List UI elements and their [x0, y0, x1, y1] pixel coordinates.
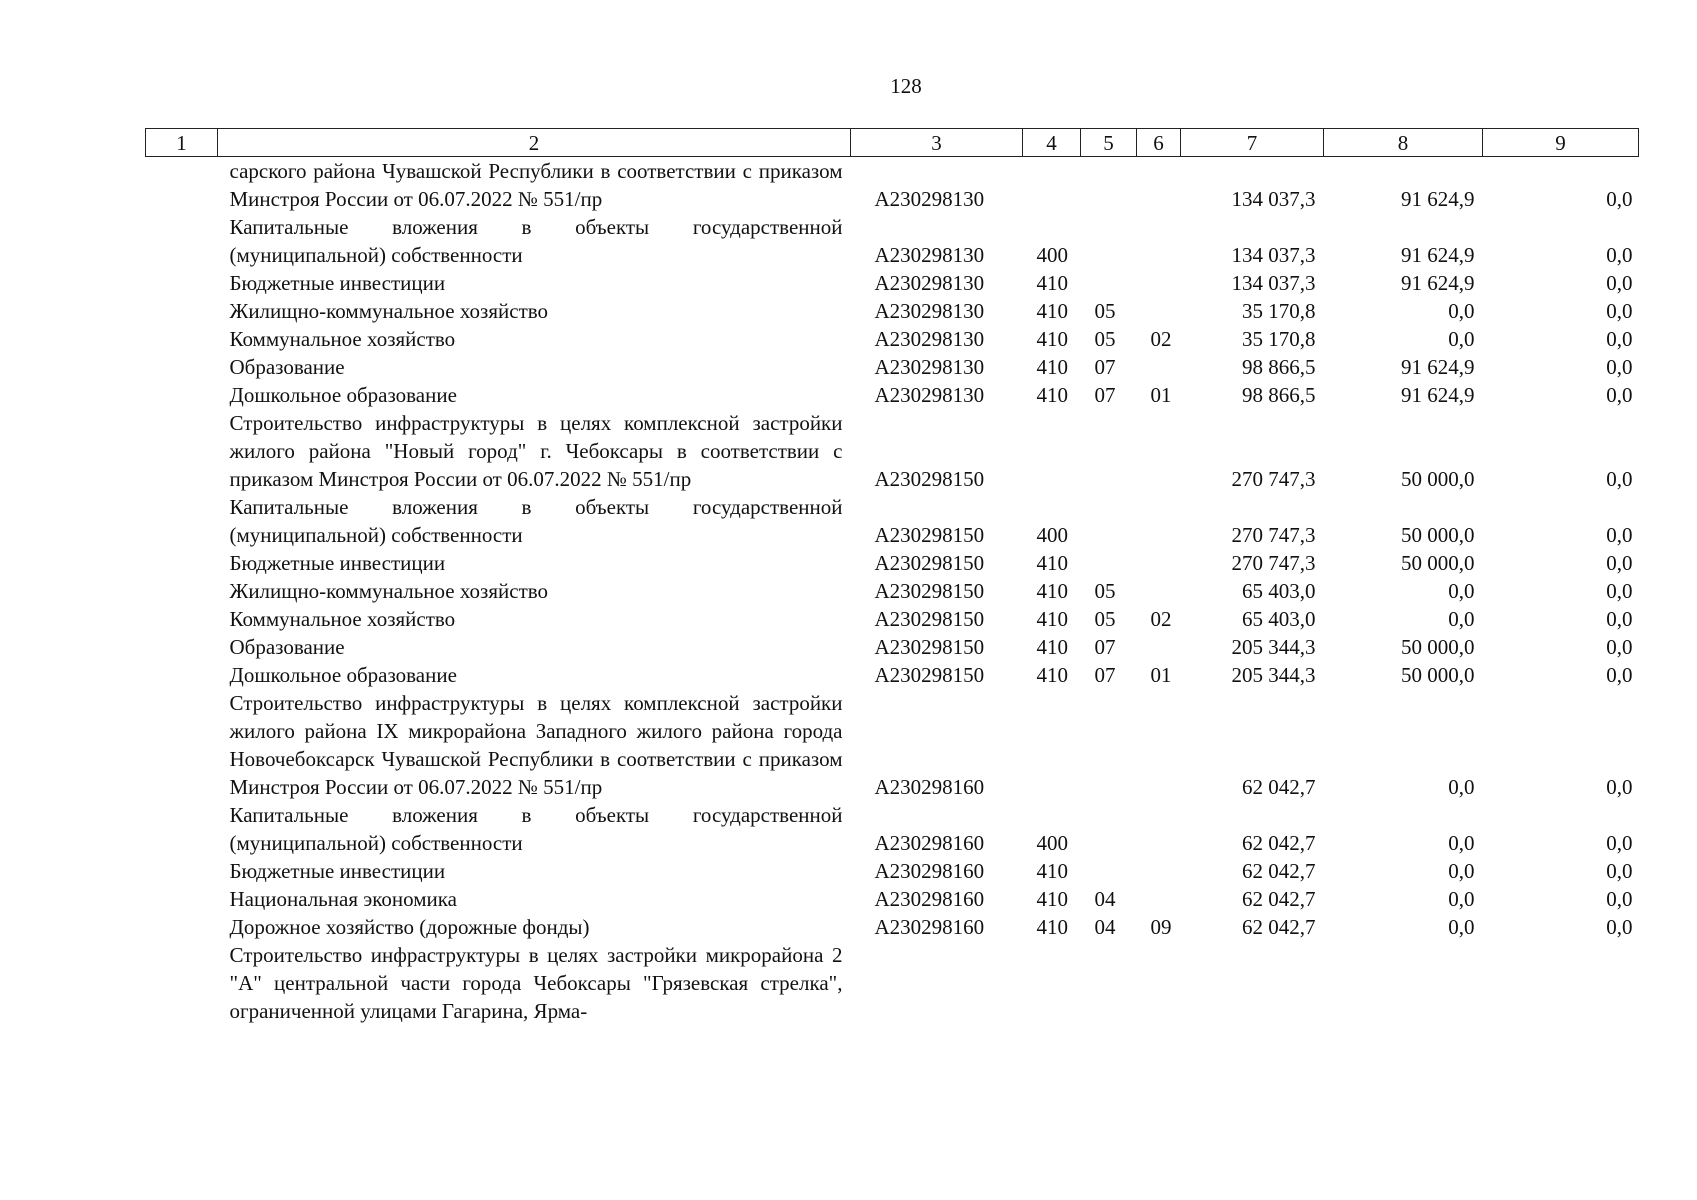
row-name: Образование [229, 355, 345, 379]
amount-col9: 0,0 [1606, 551, 1633, 575]
amount-col7: 65 403,0 [1242, 579, 1316, 603]
amount-col9: 0,0 [1606, 579, 1633, 603]
cell-col1 [146, 157, 218, 214]
amount-col8: 0,0 [1448, 859, 1475, 883]
table-row [146, 577, 1639, 605]
amount-col7: 270 747,3 [1231, 551, 1316, 575]
amount-col8: 0,0 [1448, 831, 1475, 855]
amount-col8: 91 624,9 [1401, 243, 1475, 267]
table-row [146, 157, 1639, 214]
expense-type-code: 400 [1036, 523, 1068, 547]
section-code: 05 [1094, 579, 1116, 603]
section-code: 07 [1094, 383, 1116, 407]
table-row [146, 605, 1639, 633]
table-row [146, 913, 1639, 941]
row-name: Образование [229, 635, 345, 659]
amount-col8: 0,0 [1448, 579, 1475, 603]
section-code: 07 [1094, 663, 1116, 687]
row-name: Капитальные вложения в объекты государственной (муниципальной) собственности [229, 215, 843, 267]
amount-col9: 0,0 [1606, 523, 1633, 547]
column-number-row [146, 129, 1639, 157]
amount-col9: 0,0 [1606, 383, 1633, 407]
table-row [146, 885, 1639, 913]
amount-col8: 50 000,0 [1401, 551, 1475, 575]
amount-col9: 0,0 [1606, 663, 1633, 687]
amount-col9: 0,0 [1606, 831, 1633, 855]
target-article-code: А230298160 [874, 887, 985, 911]
expense-type-code: 400 [1036, 831, 1068, 855]
amount-col8: 50 000,0 [1401, 635, 1475, 659]
table-row [146, 801, 1639, 857]
section-code: 07 [1094, 355, 1116, 379]
expense-type-code [1023, 941, 1081, 1025]
row-name: Строительство инфраструктуры в целях застройки микрорайона 2 "А" центральной части города Чебоксары "Грязевская стрелка", ограниченной улицами Гагарина, Ярма- [229, 943, 843, 1023]
amount-col9: 0,0 [1606, 327, 1633, 351]
amount-col7 [1181, 941, 1324, 1025]
expense-type-code: 410 [1036, 887, 1068, 911]
column-header-8: 8 [1324, 129, 1483, 157]
subsection-code [1137, 493, 1181, 549]
expense-type-code: 410 [1036, 551, 1068, 575]
column-header-6: 6 [1137, 129, 1181, 157]
subsection-code [1137, 157, 1181, 214]
section-code [1081, 157, 1137, 214]
cell-col1 [146, 801, 218, 857]
section-code [1081, 409, 1137, 493]
amount-col7: 270 747,3 [1231, 467, 1316, 491]
column-header-4: 4 [1023, 129, 1081, 157]
table-row [146, 941, 1639, 1025]
expense-type-code: 410 [1036, 579, 1068, 603]
column-header-5: 5 [1081, 129, 1137, 157]
amount-col8: 0,0 [1448, 915, 1475, 939]
amount-col8: 91 624,9 [1401, 383, 1475, 407]
table-row [146, 409, 1639, 493]
amount-col7: 134 037,3 [1231, 243, 1316, 267]
section-code: 05 [1094, 607, 1116, 631]
section-code [1081, 549, 1137, 577]
row-name: Коммунальное хозяйство [229, 327, 456, 351]
subsection-code [1137, 409, 1181, 493]
row-name: Строительство инфраструктуры в целях комплексной застройки жилого района "Новый город" г. Чебоксары в соответствии с приказом Минстроя России от 06.07.2022 № 551/пр [229, 411, 843, 491]
table-row [146, 325, 1639, 353]
column-header-7: 7 [1181, 129, 1324, 157]
expense-type-code: 400 [1036, 243, 1068, 267]
row-name: Бюджетные инвестиции [229, 271, 446, 295]
target-article-code: А230298150 [874, 467, 985, 491]
amount-col7: 35 170,8 [1242, 327, 1316, 351]
row-name: Дорожное хозяйство (дорожные фонды) [229, 915, 590, 939]
amount-col8: 91 624,9 [1401, 355, 1475, 379]
amount-col7: 98 866,5 [1242, 383, 1316, 407]
expense-type-code: 410 [1036, 635, 1068, 659]
table-row [146, 213, 1639, 269]
target-article-code: А230298130 [874, 243, 985, 267]
section-code [1081, 493, 1137, 549]
target-article-code: А230298130 [874, 271, 985, 295]
row-name: Строительство инфраструктуры в целях комплексной застройки жилого района IX микрорайона Западного жилого района города Новочебоксарск Чувашской Республики в соответствии с приказом Минстроя России от 06.07.2022 № 551/пр [229, 691, 843, 799]
cell-col1 [146, 633, 218, 661]
amount-col9: 0,0 [1606, 775, 1633, 799]
cell-col1 [146, 493, 218, 549]
target-article-code: А230298160 [874, 859, 985, 883]
amount-col9: 0,0 [1606, 467, 1633, 491]
amount-col8: 50 000,0 [1401, 523, 1475, 547]
amount-col9: 0,0 [1606, 635, 1633, 659]
section-code [1081, 941, 1137, 1025]
amount-col8: 0,0 [1448, 327, 1475, 351]
target-article-code: А230298160 [874, 915, 985, 939]
target-article-code: А230298150 [874, 551, 985, 575]
row-name: Дошкольное образование [229, 663, 457, 687]
table-row [146, 381, 1639, 409]
table-row [146, 689, 1639, 801]
table-row [146, 493, 1639, 549]
amount-col9 [1483, 941, 1639, 1025]
table-body [146, 157, 1639, 1026]
amount-col7: 205 344,3 [1231, 635, 1316, 659]
row-name: Национальная экономика [229, 887, 457, 911]
subsection-code [1137, 213, 1181, 269]
row-name: сарского района Чувашской Республики в соответствии с приказом Минстроя России от 06.07.2022 № 551/пр [229, 159, 843, 211]
target-article-code: А230298160 [874, 775, 985, 799]
cell-col1 [146, 857, 218, 885]
subsection-code [1137, 941, 1181, 1025]
amount-col9: 0,0 [1606, 187, 1633, 211]
cell-col1 [146, 213, 218, 269]
cell-col1 [146, 605, 218, 633]
amount-col7: 62 042,7 [1242, 775, 1316, 799]
amount-col7: 62 042,7 [1242, 915, 1316, 939]
row-name: Жилищно-коммунальное хозяйство [229, 579, 549, 603]
target-article-code: А230298130 [874, 327, 985, 351]
amount-col8: 0,0 [1448, 299, 1475, 323]
expense-type-code: 410 [1036, 271, 1068, 295]
section-code [1081, 269, 1137, 297]
amount-col9: 0,0 [1606, 299, 1633, 323]
amount-col8: 50 000,0 [1401, 467, 1475, 491]
subsection-code [1137, 689, 1181, 801]
target-article-code: А230298150 [874, 663, 985, 687]
cell-col1 [146, 941, 218, 1025]
amount-col9: 0,0 [1606, 915, 1633, 939]
target-article-code: А230298160 [874, 831, 985, 855]
amount-col9: 0,0 [1606, 887, 1633, 911]
amount-col8: 0,0 [1448, 607, 1475, 631]
amount-col8: 0,0 [1448, 775, 1475, 799]
target-article-code: А230298130 [874, 299, 985, 323]
subsection-code: 02 [1150, 327, 1172, 351]
subsection-code [1137, 857, 1181, 885]
amount-col7: 270 747,3 [1231, 523, 1316, 547]
amount-col7: 65 403,0 [1242, 607, 1316, 631]
target-article-code: А230298150 [874, 607, 985, 631]
target-article-code: А230298130 [874, 355, 985, 379]
expense-type-code: 410 [1036, 859, 1068, 883]
table-row [146, 353, 1639, 381]
expense-type-code: 410 [1036, 915, 1068, 939]
section-code: 04 [1094, 887, 1116, 911]
section-code [1081, 857, 1137, 885]
amount-col8: 50 000,0 [1401, 663, 1475, 687]
table-row [146, 269, 1639, 297]
table-row [146, 661, 1639, 689]
target-article-code [851, 941, 1023, 1025]
table-row [146, 857, 1639, 885]
cell-col1 [146, 549, 218, 577]
amount-col7: 98 866,5 [1242, 355, 1316, 379]
amount-col7: 134 037,3 [1231, 187, 1316, 211]
target-article-code: А230298150 [874, 579, 985, 603]
expense-type-code: 410 [1036, 607, 1068, 631]
section-code: 05 [1094, 327, 1116, 351]
table-row [146, 633, 1639, 661]
subsection-code: 09 [1150, 915, 1172, 939]
row-name: Капитальные вложения в объекты государственной (муниципальной) собственности [229, 803, 843, 855]
amount-col8: 0,0 [1448, 887, 1475, 911]
subsection-code [1137, 633, 1181, 661]
cell-col1 [146, 325, 218, 353]
target-article-code: А230298130 [874, 187, 985, 211]
cell-col1 [146, 409, 218, 493]
section-code [1081, 801, 1137, 857]
cell-col1 [146, 689, 218, 801]
subsection-code: 01 [1150, 663, 1172, 687]
cell-col1 [146, 661, 218, 689]
amount-col8: 91 624,9 [1401, 187, 1475, 211]
amount-col9: 0,0 [1606, 859, 1633, 883]
subsection-code [1137, 577, 1181, 605]
expense-type-code [1023, 157, 1081, 214]
expense-type-code: 410 [1036, 663, 1068, 687]
table-row [146, 297, 1639, 325]
amount-col7: 35 170,8 [1242, 299, 1316, 323]
amount-col7: 62 042,7 [1242, 831, 1316, 855]
target-article-code: А230298130 [874, 383, 985, 407]
section-code [1081, 213, 1137, 269]
expense-type-code [1023, 409, 1081, 493]
section-code: 05 [1094, 299, 1116, 323]
expense-type-code: 410 [1036, 327, 1068, 351]
row-name: Жилищно-коммунальное хозяйство [229, 299, 549, 323]
subsection-code: 01 [1150, 383, 1172, 407]
column-header-9: 9 [1483, 129, 1639, 157]
section-code: 07 [1094, 635, 1116, 659]
cell-col1 [146, 577, 218, 605]
target-article-code: А230298150 [874, 523, 985, 547]
row-name: Бюджетные инвестиции [229, 551, 446, 575]
target-article-code: А230298150 [874, 635, 985, 659]
page-number: 128 [890, 74, 922, 98]
subsection-code [1137, 801, 1181, 857]
expense-type-code [1023, 689, 1081, 801]
amount-col9: 0,0 [1606, 243, 1633, 267]
amount-col7: 62 042,7 [1242, 859, 1316, 883]
cell-col1 [146, 913, 218, 941]
row-name: Бюджетные инвестиции [229, 859, 446, 883]
row-name: Коммунальное хозяйство [229, 607, 456, 631]
subsection-code [1137, 885, 1181, 913]
amount-col9: 0,0 [1606, 271, 1633, 295]
amount-col7: 134 037,3 [1231, 271, 1316, 295]
cell-col1 [146, 297, 218, 325]
row-name: Капитальные вложения в объекты государственной (муниципальной) собственности [229, 495, 843, 547]
column-header-3: 3 [851, 129, 1023, 157]
section-code: 04 [1094, 915, 1116, 939]
cell-col1 [146, 381, 218, 409]
cell-col1 [146, 353, 218, 381]
subsection-code [1137, 269, 1181, 297]
expense-type-code: 410 [1036, 383, 1068, 407]
column-header-1: 1 [146, 129, 218, 157]
amount-col7: 205 344,3 [1231, 663, 1316, 687]
cell-col1 [146, 885, 218, 913]
amount-col9: 0,0 [1606, 607, 1633, 631]
subsection-code: 02 [1150, 607, 1172, 631]
section-code [1081, 689, 1137, 801]
amount-col7: 62 042,7 [1242, 887, 1316, 911]
cell-col1 [146, 269, 218, 297]
subsection-code [1137, 297, 1181, 325]
amount-col9: 0,0 [1606, 355, 1633, 379]
amount-col8 [1324, 941, 1483, 1025]
column-header-2: 2 [218, 129, 851, 157]
amount-col8: 91 624,9 [1401, 271, 1475, 295]
table-row [146, 549, 1639, 577]
row-name: Дошкольное образование [229, 383, 457, 407]
expense-type-code: 410 [1036, 299, 1068, 323]
expense-type-code: 410 [1036, 355, 1068, 379]
subsection-code [1137, 353, 1181, 381]
subsection-code [1137, 549, 1181, 577]
budget-table [145, 128, 1639, 1025]
